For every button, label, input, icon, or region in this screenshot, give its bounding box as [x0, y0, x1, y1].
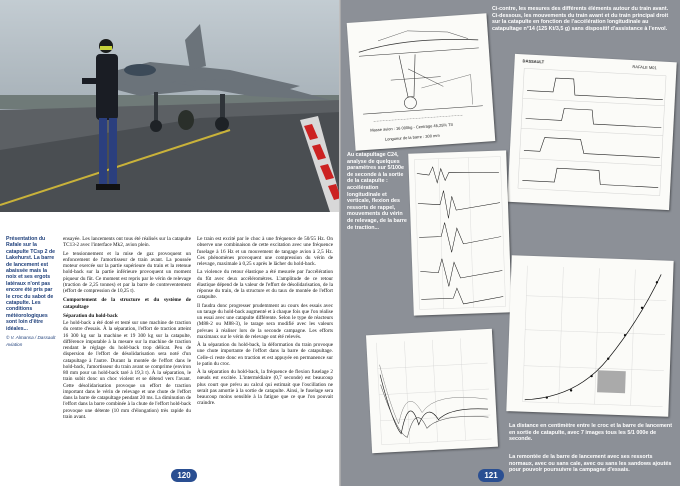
section-heading: Comportement de la structure et du système de catapultage	[63, 297, 191, 310]
photo-credit: © V. Almansa / Dassault Aviation	[6, 335, 56, 347]
caption-top	[492, 6, 674, 32]
right-page	[341, 0, 680, 486]
distance-plot	[506, 255, 673, 417]
paragraph: Le tensionnement et la mise de gaz provoquent un enfoncement de l'amortisseur de train avant. La poussée moteur exercée sur la partie supérieure du train et la retenue hold-back sur la partie inférieure provoquent un moment piqueur du fût. Ce moment est repris par le vérin de relevage (traction de 2,25 tonnes) et par la barre de contreventement (effort de compression de 10,25 t).	[63, 250, 191, 294]
bar-rise-plot-document	[366, 329, 498, 453]
gear-motion-chart	[507, 54, 677, 210]
paragraph: Il faudra donc progresser prudemment au cours des essais avec un tarage du hold-back augmenté et à chaque fois que l'on réalise un essai avec une catapulte différente. Selon le type de réacteurs (M88-2 ou M88-3), le tarage sera modifié avec les valeurs prévues à réaliser lors de la seconde campagne. Les efforts maximaux sur le vérin de relevage ont été relevés.	[197, 302, 333, 340]
photo-illustration	[0, 0, 341, 212]
bar-rise-plot	[366, 329, 498, 453]
paragraph: À la séparation du hold-back, la déformation du train provoque une chute importante de l'effort dans la barre de catapultage. Celle-ci reste donc en traction et est appuyée en permanence sur le patin du croc.	[197, 342, 333, 367]
page-number-left: 120	[171, 469, 197, 482]
paragraph: ensayée. Les lancements ont tous été réalisés sur la catapulte TC13-2 avec l'interface Mk2, avion plein.	[63, 236, 191, 249]
caption-bottom: La remontée de la barre de lancement avec ses ressorts normaux, avec ou sans cale, avec ou sans les sandows ajoutés pour pouvoir poursuivre la campagne d'essais.	[509, 454, 672, 474]
page-number-right: 121	[478, 469, 504, 482]
photo-caption	[6, 236, 58, 348]
text-column-a	[63, 236, 191, 422]
paragraph: La violence du retour élastique a été mesurée par l'accélération du fût avec deux accéléromètres. L'amplitude de ce retour élastique dépend de la valeur de l'effort de désolidarisation, de la réponse du train, de la structure et du taux de montée de l'effort catapulte.	[197, 269, 333, 301]
caption-top-line-1: Ci-contre, les mesures des différents éléments autour du train avant.	[492, 6, 669, 12]
doc2-header: DASSAULT	[522, 58, 545, 65]
gear-motion-chart-document	[507, 54, 677, 210]
drawing-label-bar: Longueur de la barre : 300 mm	[384, 132, 440, 142]
photo-caption-text: Présentation du Rafale sur la catapulte TCsp 2 de Lakehurst. La barre de lancement est abaissée mais la noix et ses ergots latéraux n'ont pas encore été pris par le croc du sabot de catapulte. Les conditions météorologiques sont loin d'être idéales...	[6, 236, 56, 332]
paragraph: Le hold-back a été doté et testé sur une machine de traction du centre d'essais. À la séparation, l'effort de traction atteint 16 300 kg sur la machine et 19 300 kg sur la catapulte, différence imputable à la mesure sur la machine de traction rendant le réglage du hold-back trop délicat. Peu de dispersion de l'effort de désolidarisation sera noté d'un catapultage à l'autre. Durant la montée de l'effort dans le hold-back, l'amortisseur du train avant se comprime (environ 80 mm pour un hold-back taré à 19,3 t). À la séparation, le train subit donc un choc violent et se détend vers l'avant. Cette désolidarisation provoque un effort de traction important dans le vérin de relevage et une chute de l'effort dans la barre de catapultage pendant 20 ms. La diminution de l'effort dans la barre combinée à la chute de l'effort hold-back provoque une détente (10 mm d'élongation) très rapide du train avant.	[63, 320, 191, 420]
paragraph: Le train est excité par le choc à une fréquence de 50/55 Hz. On observe une combinaison de cette excitation avec une fréquence fuselage à 16 Hz et un mouvement de tangage avion à 2,5 Hz. Ces phénomènes provoquent une compression du vérin de relevage, maximale à 0,25 s après le lâcher du hold-back.	[197, 236, 333, 267]
paragraph: À la séparation du hold-back, la fréquence de flexion fuselage 2 nœuds est excitée. L'intermédiaire (0,7 seconde) est beaucoup plus court que prévu au calcul qui estimait que l'oscillation ne serait pas amortie à la sortie de catapulte. Ainsi, le fuselage sera beaucoup moins sensible à la fatigue que ce que l'on pouvait craindre.	[197, 369, 333, 407]
gear-drawing-document	[347, 13, 496, 150]
rafale-catapult-photo	[0, 0, 341, 212]
doc2-tag: RAFALE M01	[632, 64, 657, 71]
text-column-b	[197, 236, 333, 409]
gear-drawing	[347, 13, 496, 150]
caption-middle: Au catapultage C24, analyse de quelques paramètres sur 5/100e de seconde à la sortie de la catapulte : accélération longitudinale et verticale, flexion des ressorts de rappel, mouvements du vérin de relevage, de la barre de traction...	[347, 152, 407, 231]
distance-plot-document	[506, 255, 673, 417]
subsection-heading: Séparation du hold-back	[63, 312, 118, 319]
drawing-label-mass: Masse avion : 16 000kg - Centrage 45,25% TS	[370, 121, 454, 133]
caption-lower: La distance en centimètre entre le croc et la barre de lancement en sortie de catapulte, avec 7 images tous les 5/1 000e de seconde.	[509, 423, 672, 443]
oscillation-traces-document	[408, 150, 512, 315]
oscillation-traces	[408, 150, 512, 315]
caption-top-line-2: Ci-dessous, les mouvements du train avant et du train principal droit sur la catapulte en fonction de l'accélération longitudinale au catapultage n°14 (125 Kt/3,5 g) sans dispositif d'assistance à l'envol.	[492, 12, 669, 32]
